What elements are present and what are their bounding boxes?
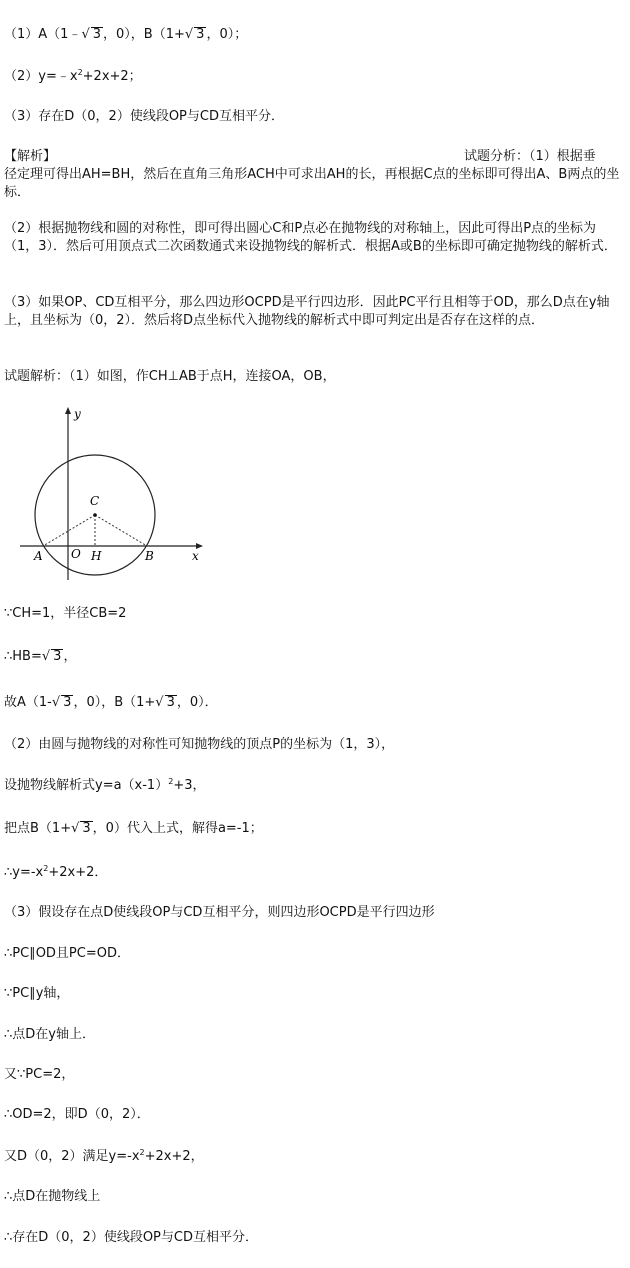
analysis-paragraph-2: （2）根据抛物线和圆的对称性，即可得出圆心C和P点必在抛物线的对称轴上，因此可得出P点的坐标为（1，3）．然后可用顶点式二次函数通式来设抛物线的解析式．根据A或B的坐标即可确定抛物线的解析式． bbox=[4, 221, 617, 254]
sqrt-sign: √ bbox=[51, 695, 61, 710]
exponent: 2 bbox=[43, 864, 49, 873]
solution-line-8: （3）假设存在点D使线段OP与CD互相平分，则四边形OCPD是平行四边形 bbox=[4, 905, 435, 920]
analysis-paragraph-1: 径定理可得出AH=BH，然后在直角三角形ACH中可求出AH的长，再根据C点的坐标即可得出A、B两点的坐标． bbox=[4, 167, 620, 200]
sqrt-sign: √ bbox=[81, 27, 90, 42]
segment-ca bbox=[43, 515, 95, 546]
solution-line-3 bbox=[4, 694, 218, 712]
solution-line-1: ∵CH=1，半径CB=2 bbox=[4, 606, 127, 621]
answer-2-text-b: +2x+2； bbox=[82, 69, 142, 84]
radicand: 3 bbox=[82, 821, 91, 836]
analysis-paragraph-3: （3）如果OP、CD互相平分，那么四边形OCPD是平行四边形．因此PC平行且相等于OD，那么D点在y轴上，且坐标为（0，2）．然后将D点坐标代入抛物线的解析式中即可判定出是否存在这样的点． bbox=[4, 295, 610, 328]
line-5-text-a: 设抛物线解析式y=a（x-1） bbox=[4, 778, 169, 793]
solution-line-15: ∴点D在抛物线上 bbox=[4, 1189, 101, 1204]
solution-line-5 bbox=[4, 777, 205, 795]
solution-line-14 bbox=[4, 1148, 204, 1166]
solution-line-12: 又∵PC=2， bbox=[4, 1067, 75, 1082]
radicand: 3 bbox=[63, 695, 72, 710]
solution-line-4: （2）由圆与抛物线的对称性可知抛物线的顶点P的坐标为（1，3）， bbox=[4, 737, 395, 752]
line-3-text-a: 故A（1- bbox=[4, 695, 52, 710]
exponent: 2 bbox=[168, 777, 174, 786]
analysis-heading: 【解析】 bbox=[4, 149, 57, 164]
exponent: 2 bbox=[77, 68, 83, 77]
line-3-text-b: ，0），B（1+ bbox=[73, 695, 156, 710]
radicand: 3 bbox=[196, 27, 205, 42]
line-2-text-b: ， bbox=[63, 649, 77, 664]
answer-2-text-a: （2）y=﹣x bbox=[4, 69, 78, 84]
sqrt-sign: √ bbox=[184, 27, 194, 42]
answer-part-3: （3）存在D（0，2）使线段OP与CD互相平分． bbox=[4, 109, 284, 124]
analysis-title: 试题分析：（1）根据垂 bbox=[464, 149, 596, 164]
exponent: 2 bbox=[139, 1148, 145, 1157]
circle-figure bbox=[14, 404, 204, 584]
solution-line-2 bbox=[4, 648, 76, 666]
answer-1-text-b: ，0），B（1+ bbox=[103, 27, 185, 42]
label-h: H bbox=[91, 549, 102, 563]
solution-line-9: ∴PC∥OD且PC=OD． bbox=[4, 946, 130, 961]
solution-line-10: ∵PC∥y轴， bbox=[4, 986, 70, 1001]
line-14-text-a: 又D（0，2）满足y=-x bbox=[4, 1149, 140, 1164]
sqrt-sign: √ bbox=[41, 649, 51, 664]
radicand: 3 bbox=[92, 27, 102, 42]
segment-cb bbox=[95, 515, 147, 546]
center-point bbox=[93, 513, 97, 517]
line-7-text-a: ∴y=-x bbox=[4, 865, 44, 880]
line-2-text-a: ∴HB= bbox=[4, 649, 42, 664]
solution-line-16: ∴存在D（0，2）使线段OP与CD互相平分． bbox=[4, 1230, 258, 1245]
answer-part-2 bbox=[4, 68, 142, 86]
line-3-text-c: ，0）． bbox=[176, 695, 218, 710]
line-6-text-a: 把点B（1+ bbox=[4, 821, 72, 836]
solution-line-11: ∴点D在y轴上． bbox=[4, 1027, 95, 1042]
label-o: O bbox=[71, 547, 81, 561]
sqrt-sign: √ bbox=[71, 821, 80, 836]
answer-part-1 bbox=[4, 26, 247, 44]
label-c: C bbox=[90, 494, 100, 508]
answer-1-text-c: ，0）； bbox=[206, 27, 248, 42]
solution-line-6 bbox=[4, 820, 263, 838]
line-5-text-b: +3， bbox=[173, 778, 206, 793]
line-14-text-b: +2x+2， bbox=[144, 1149, 204, 1164]
solution-line-7 bbox=[4, 864, 107, 882]
line-7-text-b: +2x+2． bbox=[48, 865, 108, 880]
y-axis-label: y bbox=[74, 407, 81, 421]
line-6-text-b: ，0）代入上式，解得a=-1； bbox=[92, 821, 263, 836]
sqrt-sign: √ bbox=[155, 695, 164, 710]
solution-intro: 试题解析：（1）如图，作CH⊥AB于点H，连接OA，OB， bbox=[4, 369, 336, 384]
x-axis-label: x bbox=[192, 549, 199, 563]
solution-line-13: ∴OD=2，即D（0，2）． bbox=[4, 1107, 150, 1122]
radicand: 3 bbox=[53, 649, 62, 664]
label-a: A bbox=[34, 549, 43, 563]
y-axis-arrow bbox=[65, 407, 71, 414]
answer-1-text-a: （1）A（1﹣ bbox=[4, 27, 82, 42]
radicand: 3 bbox=[166, 695, 175, 710]
label-b: B bbox=[145, 549, 154, 563]
